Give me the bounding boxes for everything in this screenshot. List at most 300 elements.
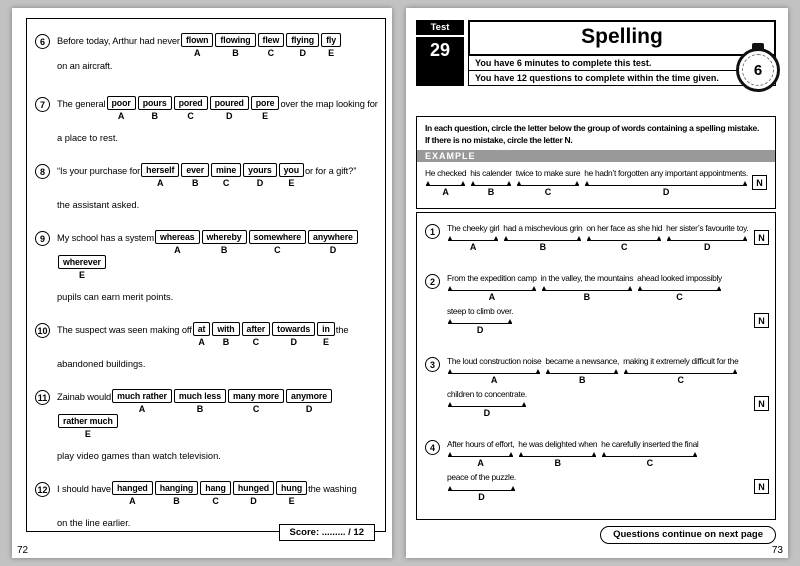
answer-option <box>181 163 209 188</box>
no-mistake-box: N <box>752 175 767 190</box>
option-word-box: you <box>279 163 304 177</box>
sentence-text: over the map looking for <box>280 99 378 109</box>
sentence-text: on an aircraft. <box>57 61 113 71</box>
question-sentence <box>57 96 381 121</box>
segment-letter: C <box>646 458 654 469</box>
option-word-box: hunged <box>233 481 274 495</box>
option-word-box: hung <box>276 481 307 495</box>
question-sentence <box>57 481 381 506</box>
sentence-segment <box>516 168 580 197</box>
sentence-segment <box>545 356 619 385</box>
example-label: EXAMPLE <box>417 150 775 162</box>
option-word-box: flying <box>286 33 319 47</box>
answer-option <box>286 33 319 58</box>
segment-text: her sister’s favourite toy. <box>666 223 749 233</box>
segment-text: peace of the puzzle. <box>447 472 516 483</box>
answer-option <box>174 389 226 414</box>
option-word-box: pours <box>138 96 172 110</box>
answer-option <box>174 96 208 121</box>
option-letter: A <box>174 245 181 255</box>
segment-brace-icon <box>587 234 661 241</box>
sentence-line <box>447 223 769 252</box>
sentence-text: My school has a system <box>57 233 155 243</box>
question-body <box>447 273 769 339</box>
sentence-segment <box>541 273 633 302</box>
no-mistake-box: N <box>754 479 769 494</box>
instructions-box <box>416 116 776 209</box>
segment-brace-icon <box>519 450 596 457</box>
option-word-box: anymore <box>286 389 332 403</box>
brace-arrow-icon <box>448 236 452 240</box>
segment-brace-icon <box>471 179 511 186</box>
option-word-box: poured <box>210 96 249 110</box>
segment-letter: B <box>578 375 586 386</box>
sentence-text: “Is your purchase for <box>57 166 141 176</box>
option-letter: C <box>252 404 260 414</box>
question-number: 10 <box>35 323 50 338</box>
segment-brace-icon <box>448 484 515 491</box>
sentence-segment <box>601 439 698 468</box>
sentence-line <box>447 472 769 501</box>
segment-text: He checked <box>425 168 467 178</box>
sentence-segment <box>637 273 722 302</box>
option-word-box: whereas <box>155 230 200 244</box>
segment-text: his calender <box>470 168 512 178</box>
sentence-segment <box>470 168 512 197</box>
option-word-box: whereby <box>202 230 247 244</box>
sentence-segment <box>623 356 738 385</box>
question-number: 2 <box>425 274 440 289</box>
segment-letter: A <box>477 458 484 469</box>
answer-option <box>233 481 274 506</box>
question-sentence <box>57 163 381 188</box>
spelling-question <box>425 273 769 339</box>
segment-text: The loud construction noise <box>447 356 542 367</box>
segment-text: twice to make sure <box>515 168 581 178</box>
question-body <box>447 439 769 505</box>
sentence-segment <box>586 223 662 252</box>
sentence-line <box>447 356 769 385</box>
option-word-box: hang <box>200 481 231 495</box>
brace-arrow-icon <box>743 181 747 185</box>
question-body <box>57 163 381 210</box>
brace-arrow-icon <box>461 181 465 185</box>
spelling-question <box>425 223 769 256</box>
answer-option <box>181 33 213 58</box>
question-number: 9 <box>35 231 50 246</box>
option-word-box: at <box>193 322 211 336</box>
test-number: 29 <box>416 37 464 86</box>
answer-option <box>258 33 285 58</box>
answer-option <box>138 96 172 121</box>
option-letter: C <box>274 245 281 255</box>
question <box>35 33 381 76</box>
segment-brace-icon <box>585 179 747 186</box>
option-letter: B <box>151 111 158 121</box>
question-number: 4 <box>425 440 440 455</box>
segment-text: children to concentrate. <box>447 389 527 400</box>
question-sentence <box>57 389 381 439</box>
answer-option <box>242 322 271 347</box>
option-letter: A <box>117 111 125 121</box>
segment-letter: C <box>676 292 683 303</box>
answer-option <box>107 96 136 121</box>
brace-arrow-icon <box>509 452 513 456</box>
answer-option <box>112 389 172 414</box>
option-word-box: fly <box>321 33 341 47</box>
segment-brace-icon <box>546 367 618 374</box>
sentence-segment <box>518 439 597 468</box>
brace-arrow-icon <box>693 452 697 456</box>
option-letter: D <box>329 245 337 255</box>
segment-text: had a mischevious grin <box>503 223 583 233</box>
segment-letter: A <box>490 375 498 386</box>
option-letter: E <box>84 429 91 439</box>
sentence-continuation: abandoned buildings. <box>57 359 146 369</box>
instruction-line-2: If there is no mistake, circle the letter N. <box>425 135 573 145</box>
option-word-box: herself <box>141 163 179 177</box>
sentence-segment <box>447 273 537 302</box>
left-page-number: 72 <box>17 545 29 556</box>
brace-arrow-icon <box>494 236 498 240</box>
segment-letter: B <box>554 458 561 469</box>
test-label: Test <box>416 20 464 35</box>
option-letter: C <box>252 337 260 347</box>
answer-option <box>155 481 199 506</box>
segment-text: on her face as she hid <box>586 223 663 233</box>
option-word-box: somewhere <box>249 230 307 244</box>
answer-option <box>193 322 211 347</box>
segment-text: steep to climb over. <box>447 306 514 317</box>
segment-brace-icon <box>542 284 632 291</box>
segment-letter: D <box>662 187 670 198</box>
option-letter: B <box>222 337 230 347</box>
answer-option <box>211 163 241 188</box>
brace-arrow-icon <box>667 236 671 240</box>
header-right <box>468 20 776 86</box>
question-number: 1 <box>425 224 440 239</box>
segment-letter: C <box>677 375 684 386</box>
brace-arrow-icon <box>592 452 596 456</box>
segment-letter: A <box>469 242 477 253</box>
brace-arrow-icon <box>522 402 526 406</box>
spelling-questions-box <box>416 212 776 520</box>
brace-arrow-icon <box>504 236 508 240</box>
option-word-box: with <box>212 322 239 336</box>
segment-brace-icon <box>504 234 581 241</box>
option-word-box: towards <box>272 322 315 336</box>
answer-option <box>58 414 118 439</box>
question-body <box>447 356 769 422</box>
option-word-box: anywhere <box>308 230 358 244</box>
segment-text: in the valley, the mountains <box>540 273 634 284</box>
segment-text: After hours of effort, <box>447 439 515 450</box>
sentence-segment <box>447 439 514 468</box>
question-body <box>57 96 381 143</box>
segment-letter: B <box>539 242 547 253</box>
sentence-segment <box>666 223 748 252</box>
spelling-question <box>425 356 769 422</box>
option-letter: D <box>305 404 313 414</box>
brace-arrow-icon <box>517 181 521 185</box>
brace-arrow-icon <box>546 369 550 373</box>
answer-option <box>243 163 276 188</box>
segment-brace-icon <box>638 284 721 291</box>
option-letter: A <box>193 48 201 58</box>
answer-option <box>249 230 307 255</box>
brace-arrow-icon <box>507 181 511 185</box>
sentence-segment <box>447 472 516 501</box>
brace-arrow-icon <box>532 286 536 290</box>
brace-arrow-icon <box>624 369 628 373</box>
right-page <box>406 8 788 558</box>
option-word-box: pored <box>174 96 208 110</box>
no-mistake-box: N <box>754 313 769 328</box>
sentence-text: The general <box>57 99 106 109</box>
right-page-number: 73 <box>771 545 783 556</box>
left-page-frame <box>26 18 386 538</box>
segment-brace-icon <box>448 317 512 324</box>
question-body <box>57 389 381 461</box>
option-word-box: flown <box>181 33 213 47</box>
test-header <box>416 20 776 86</box>
segment-brace-icon <box>448 234 498 241</box>
sentence-segment <box>447 389 527 418</box>
answer-option <box>141 163 179 188</box>
brace-arrow-icon <box>614 369 618 373</box>
answer-option <box>215 33 255 58</box>
question-body <box>447 223 769 256</box>
brace-arrow-icon <box>511 486 515 490</box>
brace-arrow-icon <box>577 236 581 240</box>
spelling-question <box>425 439 769 505</box>
option-letter: B <box>220 245 228 255</box>
segment-letter: C <box>621 242 628 253</box>
option-word-box: mine <box>211 163 241 177</box>
option-word-box: much less <box>174 389 226 403</box>
brace-arrow-icon <box>519 452 523 456</box>
option-word-box: after <box>242 322 271 336</box>
question <box>35 230 381 302</box>
segment-text: From the expedition camp <box>447 273 537 284</box>
answer-option <box>272 322 315 347</box>
option-letter: C <box>267 48 275 58</box>
segment-brace-icon <box>602 450 697 457</box>
question-body <box>57 481 381 528</box>
segment-brace-icon <box>448 367 540 374</box>
brace-arrow-icon <box>448 452 452 456</box>
option-word-box: hanging <box>155 481 199 495</box>
segment-text: he hadn’t forgotten any important appointments. <box>584 168 748 178</box>
question <box>35 96 381 143</box>
segment-brace-icon <box>426 179 465 186</box>
sentence-text: I should have <box>57 484 112 494</box>
stopwatch-icon <box>736 48 780 92</box>
segment-text: ahead looked impossibly <box>637 273 722 284</box>
brace-arrow-icon <box>628 286 632 290</box>
test-number-column <box>416 20 464 86</box>
question <box>35 322 381 369</box>
option-word-box: hanged <box>112 481 153 495</box>
brace-arrow-icon <box>733 369 737 373</box>
brace-arrow-icon <box>508 319 512 323</box>
brace-arrow-icon <box>448 319 452 323</box>
segment-text: became a newsance, <box>545 356 620 367</box>
option-letter: D <box>225 111 233 121</box>
segment-brace-icon <box>667 234 747 241</box>
timer-minutes: 6 <box>742 54 774 86</box>
sentence-text: the washing <box>308 484 357 494</box>
question <box>35 163 381 210</box>
sentence-continuation: on the line earlier. <box>57 518 131 528</box>
sentence-segment <box>447 356 541 385</box>
question-sentence <box>57 322 381 347</box>
option-letter: A <box>157 178 164 188</box>
brace-arrow-icon <box>575 181 579 185</box>
segment-letter: A <box>488 292 496 303</box>
option-word-box: in <box>317 322 335 336</box>
option-letter: E <box>328 48 335 58</box>
sentence-line <box>447 439 769 468</box>
answer-option <box>155 230 200 255</box>
score-box: Score: ......... / 12 <box>279 524 375 541</box>
segment-letter: D <box>483 408 491 419</box>
segment-letter: D <box>476 325 484 336</box>
answer-option <box>112 481 153 506</box>
option-word-box: poor <box>107 96 136 110</box>
sentence-line <box>447 389 769 418</box>
option-letter: D <box>256 178 264 188</box>
segment-brace-icon <box>448 284 536 291</box>
brace-arrow-icon <box>448 402 452 406</box>
brace-arrow-icon <box>542 286 546 290</box>
sentence-text: Zainab would <box>57 392 112 402</box>
question-sentence <box>57 33 381 76</box>
option-letter: D <box>299 48 306 58</box>
question-body <box>57 322 381 369</box>
segment-brace-icon <box>448 400 526 407</box>
footer-note: Questions continue on next page <box>600 526 776 544</box>
stopwatch-button-icon <box>752 43 764 49</box>
option-letter: E <box>288 178 295 188</box>
instruction-line-1: In each question, circle the letter below the group of words containing a spelling mistake. <box>425 123 760 133</box>
answer-option <box>200 481 231 506</box>
option-word-box: yours <box>243 163 276 177</box>
answer-option <box>276 481 307 506</box>
option-letter: E <box>262 111 269 121</box>
option-letter: A <box>198 337 205 347</box>
time-instruction-2: You have 12 questions to complete within the time given. <box>468 70 776 86</box>
sentence-text: Before today, Arthur had never <box>57 36 180 46</box>
option-letter: A <box>138 404 146 414</box>
sentence-continuation: the assistant asked. <box>57 200 140 210</box>
page-title: Spelling <box>468 20 776 56</box>
brace-arrow-icon <box>448 486 452 490</box>
answer-option <box>228 389 284 414</box>
answer-option <box>58 255 106 280</box>
brace-arrow-icon <box>602 452 606 456</box>
segment-text: he carefully inserted the final <box>601 439 699 450</box>
sentence-segment <box>447 223 499 252</box>
question-number: 11 <box>35 390 50 405</box>
example-sentence <box>425 168 767 197</box>
option-letter: C <box>212 496 219 506</box>
option-word-box: flowing <box>215 33 255 47</box>
question <box>35 389 381 461</box>
brace-arrow-icon <box>743 236 747 240</box>
left-page <box>12 8 392 558</box>
segment-text: The cheeky girl <box>447 223 500 233</box>
segment-text: he was delighted when <box>518 439 598 450</box>
question-number: 3 <box>425 357 440 372</box>
sentence-text: The suspect was seen making off <box>57 325 192 335</box>
brace-arrow-icon <box>448 369 452 373</box>
left-questions-list <box>35 33 381 531</box>
time-instruction-1: You have 6 minutes to complete this test. <box>468 55 776 71</box>
brace-arrow-icon <box>585 181 589 185</box>
segment-letter: B <box>487 187 495 198</box>
brace-arrow-icon <box>717 286 721 290</box>
sentence-text: the <box>335 325 349 335</box>
brace-arrow-icon <box>426 181 430 185</box>
sentence-segment <box>447 306 513 335</box>
segment-letter: D <box>704 242 711 253</box>
segment-letter: D <box>478 491 485 502</box>
question <box>35 481 381 528</box>
question-number: 8 <box>35 164 50 179</box>
option-letter: D <box>290 337 297 347</box>
option-letter: B <box>191 178 199 188</box>
option-word-box: ever <box>181 163 209 177</box>
segment-brace-icon <box>448 450 513 457</box>
segment-letter: B <box>583 292 591 303</box>
brace-arrow-icon <box>587 236 591 240</box>
answer-option <box>317 322 335 347</box>
question-number: 12 <box>35 482 50 497</box>
question-number: 6 <box>35 34 50 49</box>
segment-brace-icon <box>517 179 579 186</box>
answer-option <box>202 230 247 255</box>
segment-brace-icon <box>624 367 737 374</box>
option-letter: D <box>250 496 257 506</box>
answer-option <box>279 163 304 188</box>
option-word-box: pore <box>251 96 280 110</box>
option-word-box: rather much <box>58 414 118 428</box>
sentence-text: or for a gift?” <box>304 166 357 176</box>
answer-option <box>308 230 358 255</box>
no-mistake-box: N <box>754 396 769 411</box>
brace-arrow-icon <box>471 181 475 185</box>
segment-text: making it extremely difficult for the <box>623 356 739 367</box>
answer-option <box>321 33 341 58</box>
brace-arrow-icon <box>638 286 642 290</box>
answer-option <box>251 96 280 121</box>
answer-option <box>210 96 249 121</box>
answer-option <box>212 322 239 347</box>
no-mistake-box: N <box>754 230 769 245</box>
option-letter: B <box>232 48 239 58</box>
option-word-box: much rather <box>112 389 172 403</box>
option-letter: E <box>323 337 329 347</box>
sentence-line <box>447 273 769 302</box>
question-sentence <box>57 230 381 280</box>
segment-letter: C <box>544 187 552 198</box>
question-number: 7 <box>35 97 50 112</box>
sentence-continuation: pupils can earn merit points. <box>57 292 174 302</box>
sentence-line <box>425 168 767 197</box>
sentence-continuation: play video games than watch television. <box>57 451 221 461</box>
question-body <box>57 230 381 302</box>
